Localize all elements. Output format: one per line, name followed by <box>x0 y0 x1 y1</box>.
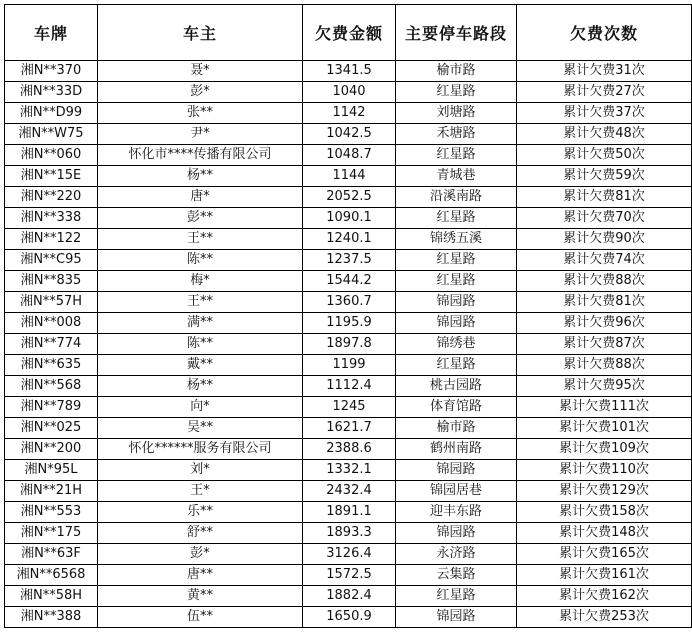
cell-count: 累计欠费50次 <box>517 145 692 166</box>
cell-road: 青城巷 <box>396 166 517 187</box>
cell-plate: 湘N**025 <box>5 418 98 439</box>
cell-plate: 湘N**835 <box>5 271 98 292</box>
cell-road: 体育馆路 <box>396 397 517 418</box>
cell-count: 累计欠费31次 <box>517 61 692 82</box>
cell-count: 累计欠费37次 <box>517 103 692 124</box>
cell-count: 累计欠费90次 <box>517 229 692 250</box>
cell-count: 累计欠费74次 <box>517 250 692 271</box>
cell-plate: 湘N**D99 <box>5 103 98 124</box>
cell-plate: 湘N**33D <box>5 82 98 103</box>
cell-amount: 1240.1 <box>303 229 396 250</box>
cell-plate: 湘N**789 <box>5 397 98 418</box>
cell-plate: 湘N**370 <box>5 61 98 82</box>
cell-amount: 1142 <box>303 103 396 124</box>
cell-owner: 唐* <box>98 187 303 208</box>
table-row <box>5 166 692 187</box>
cell-amount: 1245 <box>303 397 396 418</box>
cell-amount: 1237.5 <box>303 250 396 271</box>
table-row <box>5 607 692 628</box>
cell-road: 红星路 <box>396 145 517 166</box>
cell-plate: 湘N**388 <box>5 607 98 628</box>
cell-amount: 2432.4 <box>303 481 396 502</box>
cell-amount: 1199 <box>303 355 396 376</box>
cell-road: 锦园路 <box>396 607 517 628</box>
cell-count: 累计欠费88次 <box>517 355 692 376</box>
cell-count: 累计欠费148次 <box>517 523 692 544</box>
cell-road: 红星路 <box>396 250 517 271</box>
cell-plate: 湘N**774 <box>5 334 98 355</box>
cell-plate: 湘N**338 <box>5 208 98 229</box>
cell-plate: 湘N**58H <box>5 586 98 607</box>
cell-plate: 湘N**122 <box>5 229 98 250</box>
cell-plate: 湘N**C95 <box>5 250 98 271</box>
table-row <box>5 544 692 565</box>
cell-count: 累计欠费27次 <box>517 82 692 103</box>
cell-plate: 湘N**220 <box>5 187 98 208</box>
table-row <box>5 124 692 145</box>
cell-owner: 彭* <box>98 82 303 103</box>
cell-count: 累计欠费109次 <box>517 439 692 460</box>
table-row <box>5 481 692 502</box>
cell-plate: 湘N**568 <box>5 376 98 397</box>
cell-amount: 1893.3 <box>303 523 396 544</box>
cell-amount: 1112.4 <box>303 376 396 397</box>
cell-amount: 1650.9 <box>303 607 396 628</box>
table-row <box>5 208 692 229</box>
cell-road: 红星路 <box>396 208 517 229</box>
table-row <box>5 418 692 439</box>
cell-road: 锦园路 <box>396 460 517 481</box>
cell-road: 锦园路 <box>396 523 517 544</box>
cell-road: 禾塘路 <box>396 124 517 145</box>
cell-amount: 1897.8 <box>303 334 396 355</box>
cell-road: 刘塘路 <box>396 103 517 124</box>
table-row <box>5 523 692 544</box>
cell-owner: 唐** <box>98 565 303 586</box>
table-row <box>5 145 692 166</box>
cell-amount: 1195.9 <box>303 313 396 334</box>
cell-road: 云集路 <box>396 565 517 586</box>
table-row <box>5 250 692 271</box>
cell-owner: 杨** <box>98 376 303 397</box>
cell-count: 累计欠费129次 <box>517 481 692 502</box>
cell-owner: 梅* <box>98 271 303 292</box>
table-row <box>5 565 692 586</box>
cell-count: 累计欠费95次 <box>517 376 692 397</box>
cell-road: 鹤州南路 <box>396 439 517 460</box>
cell-owner: 王* <box>98 481 303 502</box>
cell-amount: 1090.1 <box>303 208 396 229</box>
table-row <box>5 229 692 250</box>
cell-count: 累计欠费96次 <box>517 313 692 334</box>
cell-road: 红星路 <box>396 82 517 103</box>
cell-count: 累计欠费81次 <box>517 187 692 208</box>
cell-road: 桃古园路 <box>396 376 517 397</box>
cell-road: 永济路 <box>396 544 517 565</box>
cell-amount: 1891.1 <box>303 502 396 523</box>
cell-road: 锦园路 <box>396 313 517 334</box>
cell-road: 红星路 <box>396 355 517 376</box>
cell-owner: 怀化市****传播有限公司 <box>98 145 303 166</box>
cell-count: 累计欠费81次 <box>517 292 692 313</box>
cell-owner: 陈** <box>98 334 303 355</box>
cell-count: 累计欠费111次 <box>517 397 692 418</box>
arrears-table <box>4 4 692 628</box>
cell-count: 累计欠费48次 <box>517 124 692 145</box>
cell-owner: 王** <box>98 229 303 250</box>
cell-road: 红星路 <box>396 271 517 292</box>
cell-count: 累计欠费70次 <box>517 208 692 229</box>
cell-plate: 湘N**15E <box>5 166 98 187</box>
cell-amount: 1040 <box>303 82 396 103</box>
cell-count: 累计欠费59次 <box>517 166 692 187</box>
cell-road: 红星路 <box>396 586 517 607</box>
cell-amount: 2052.5 <box>303 187 396 208</box>
table-row <box>5 187 692 208</box>
cell-amount: 1572.5 <box>303 565 396 586</box>
cell-amount: 2388.6 <box>303 439 396 460</box>
cell-plate: 湘N*95L <box>5 460 98 481</box>
cell-plate: 湘N**63F <box>5 544 98 565</box>
cell-amount: 1621.7 <box>303 418 396 439</box>
cell-plate: 湘N**008 <box>5 313 98 334</box>
header-count: 欠费次数 <box>517 5 692 61</box>
cell-owner: 吴** <box>98 418 303 439</box>
cell-amount: 1048.7 <box>303 145 396 166</box>
table-row <box>5 271 692 292</box>
cell-road: 锦绣巷 <box>396 334 517 355</box>
table-row <box>5 355 692 376</box>
header-owner: 车主 <box>98 5 303 61</box>
cell-count: 累计欠费158次 <box>517 502 692 523</box>
cell-owner: 刘* <box>98 460 303 481</box>
table-row <box>5 460 692 481</box>
cell-road: 沿溪南路 <box>396 187 517 208</box>
cell-count: 累计欠费162次 <box>517 586 692 607</box>
table-row <box>5 439 692 460</box>
table-row <box>5 61 692 82</box>
cell-owner: 向* <box>98 397 303 418</box>
cell-owner: 怀化******服务有限公司 <box>98 439 303 460</box>
cell-plate: 湘N**21H <box>5 481 98 502</box>
table-row <box>5 397 692 418</box>
cell-owner: 聂* <box>98 61 303 82</box>
cell-count: 累计欠费161次 <box>517 565 692 586</box>
cell-road: 锦园路 <box>396 292 517 313</box>
table-row <box>5 103 692 124</box>
table-row <box>5 502 692 523</box>
table-row <box>5 82 692 103</box>
cell-amount: 1332.1 <box>303 460 396 481</box>
cell-count: 累计欠费88次 <box>517 271 692 292</box>
cell-amount: 1042.5 <box>303 124 396 145</box>
cell-road: 榆市路 <box>396 418 517 439</box>
cell-owner: 彭** <box>98 208 303 229</box>
cell-plate: 湘N**57H <box>5 292 98 313</box>
table-row <box>5 292 692 313</box>
cell-road: 锦绣五溪 <box>396 229 517 250</box>
cell-plate: 湘N**6568 <box>5 565 98 586</box>
cell-owner: 张** <box>98 103 303 124</box>
cell-plate: 湘N**175 <box>5 523 98 544</box>
cell-owner: 舒** <box>98 523 303 544</box>
cell-plate: 湘N**W75 <box>5 124 98 145</box>
cell-amount: 1360.7 <box>303 292 396 313</box>
header-row <box>5 5 692 61</box>
cell-count: 累计欠费110次 <box>517 460 692 481</box>
cell-owner: 满** <box>98 313 303 334</box>
cell-road: 榆市路 <box>396 61 517 82</box>
header-plate: 车牌 <box>5 5 98 61</box>
header-road: 主要停车路段 <box>396 5 517 61</box>
cell-owner: 伍** <box>98 607 303 628</box>
cell-owner: 彭* <box>98 544 303 565</box>
table-row <box>5 334 692 355</box>
cell-owner: 杨** <box>98 166 303 187</box>
header-amount: 欠费金额 <box>303 5 396 61</box>
cell-count: 累计欠费101次 <box>517 418 692 439</box>
table-row <box>5 586 692 607</box>
cell-owner: 黄** <box>98 586 303 607</box>
table-row <box>5 313 692 334</box>
cell-amount: 1144 <box>303 166 396 187</box>
cell-owner: 陈** <box>98 250 303 271</box>
cell-count: 累计欠费253次 <box>517 607 692 628</box>
cell-owner: 乐** <box>98 502 303 523</box>
cell-amount: 1341.5 <box>303 61 396 82</box>
cell-plate: 湘N**635 <box>5 355 98 376</box>
cell-amount: 1882.4 <box>303 586 396 607</box>
cell-amount: 1544.2 <box>303 271 396 292</box>
cell-road: 锦园居巷 <box>396 481 517 502</box>
cell-plate: 湘N**060 <box>5 145 98 166</box>
cell-count: 累计欠费87次 <box>517 334 692 355</box>
cell-amount: 3126.4 <box>303 544 396 565</box>
cell-owner: 王** <box>98 292 303 313</box>
cell-owner: 戴** <box>98 355 303 376</box>
cell-plate: 湘N**553 <box>5 502 98 523</box>
cell-owner: 尹* <box>98 124 303 145</box>
cell-road: 迎丰东路 <box>396 502 517 523</box>
cell-count: 累计欠费165次 <box>517 544 692 565</box>
table-row <box>5 376 692 397</box>
cell-plate: 湘N**200 <box>5 439 98 460</box>
